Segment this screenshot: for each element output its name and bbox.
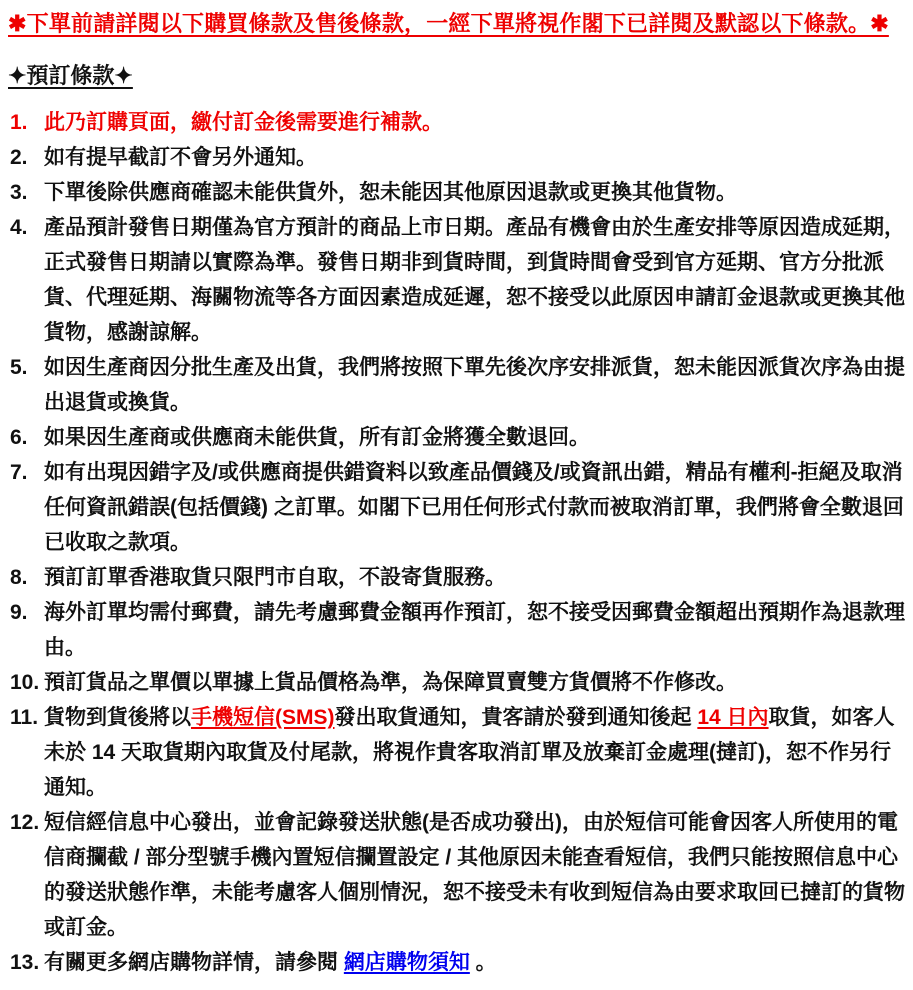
text-segment: 產品預計發售日期僅為官方預計的商品上市日期。產品有機會由於生產安排等原因造成延期，正式發售日期請以實際為準。發售日期非到貨時間，到貨時間會受到官方延期、官方分批派貨、代理延期、海關物流等各方面因素造成延遲，恕不接受以此原因申請訂金退款或更換其他貨物，感謝諒解。 — [44, 216, 905, 344]
term-number: 13. — [10, 951, 40, 974]
term-item — [8, 210, 905, 350]
text-segment: 。 — [469, 951, 497, 974]
term-text — [44, 700, 905, 805]
term-item — [8, 560, 905, 595]
text-segment: 預訂訂單香港取貨只限門市自取，不設寄貨服務。 — [44, 566, 506, 589]
text-segment: 如因生產商因分批生產及出貨，我們將按照下單先後次序安排派貨，恕未能因派貨次序為由提出退貨或換貨。 — [44, 356, 905, 414]
term-number: 9. — [10, 601, 28, 624]
term-item — [8, 420, 905, 455]
term-text — [44, 455, 905, 560]
text-segment: 短信經信息中心發出，並會記錄發送狀態(是否成功發出)，由於短信可能會因客人所使用的電信商攔截 / 部分型號手機內置短信攔置設定 / 其他原因未能查看短信，我們只能按照信息中心的發送狀態作準，未能考慮客人個別情況，恕不接受未有收到短信為由要求取回已撻訂的貨物或訂金。 — [44, 811, 905, 939]
text-segment: 預訂貨品之單價以單據上貨品價格為準，為保障買賣雙方貨價將不作修改。 — [44, 671, 737, 694]
term-text — [44, 175, 905, 210]
term-item — [8, 175, 905, 210]
term-number: 8. — [10, 566, 28, 589]
text-segment: 取貨，如客人未於 14 天取貨期內取貨及付尾款，將視作貴客取消訂單及放棄訂金處理(撻訂)，恕不作另行通知。 — [44, 706, 895, 799]
term-text — [44, 420, 905, 455]
term-text — [44, 805, 905, 945]
text-segment: 如有提早截訂不會另外通知。 — [44, 146, 317, 169]
text-segment: 發出取貨通知，貴客請於發到通知後起 — [334, 706, 698, 729]
term-item — [8, 700, 905, 805]
shop-guide-link[interactable]: 網店購物須知 — [343, 951, 470, 974]
term-text — [44, 140, 905, 175]
term-text — [44, 350, 905, 420]
term-number: 4. — [10, 216, 28, 239]
term-item — [8, 105, 905, 140]
term-number: 6. — [10, 426, 28, 449]
term-number: 3. — [10, 181, 28, 204]
term-text — [44, 560, 905, 595]
term-item — [8, 140, 905, 175]
term-text — [44, 945, 905, 980]
term-text — [44, 210, 905, 350]
term-item — [8, 455, 905, 560]
term-item — [8, 665, 905, 700]
term-number: 2. — [10, 146, 28, 169]
text-segment: 如有出現因錯字及/或供應商提供錯資料以致產品價錢及/或資訊出錯，精品有權利-拒絕及取消任何資訊錯誤(包括價錢) 之訂單。如閣下已用任何形式付款而被取消訂單，我們將會全數退回已收取之款項。 — [44, 461, 904, 554]
term-text — [44, 665, 905, 700]
term-number: 1. — [10, 111, 28, 134]
highlighted-text: 手機短信(SMS) — [191, 706, 335, 729]
term-number: 10. — [10, 671, 40, 694]
text-segment: 下單後除供應商確認未能供貨外，恕未能因其他原因退款或更換其他貨物。 — [44, 181, 737, 204]
term-number: 7. — [10, 461, 28, 484]
section-title-preorder-terms: ✦預訂條款✦ — [8, 63, 133, 88]
term-item — [8, 805, 905, 945]
term-item — [8, 595, 905, 665]
term-number: 12. — [10, 811, 40, 834]
text-segment: 貨物到貨後將以 — [44, 706, 191, 729]
text-segment: 此乃訂購頁面，繳付訂金後需要進行補款。 — [44, 111, 443, 134]
text-segment: 如果因生產商或供應商未能供貨，所有訂金將獲全數退回。 — [44, 426, 590, 449]
text-segment: 海外訂單均需付郵費，請先考慮郵費金額再作預訂，恕不接受因郵費金額超出預期作為退款理由。 — [44, 601, 905, 659]
purchase-notice-header: ✱下單前請詳閱以下購買條款及售後條款，一經下單將視作閣下已詳閱及默認以下條款。✱ — [8, 11, 889, 36]
terms-list — [8, 105, 905, 980]
term-text — [44, 595, 905, 665]
text-segment: 有關更多網店購物詳情，請參閱 — [44, 951, 344, 974]
highlighted-text: 14 日內 — [697, 706, 769, 729]
term-number: 11. — [10, 706, 39, 729]
term-item — [8, 945, 905, 980]
term-item — [8, 350, 905, 420]
term-text — [44, 105, 905, 140]
term-number: 5. — [10, 356, 28, 379]
